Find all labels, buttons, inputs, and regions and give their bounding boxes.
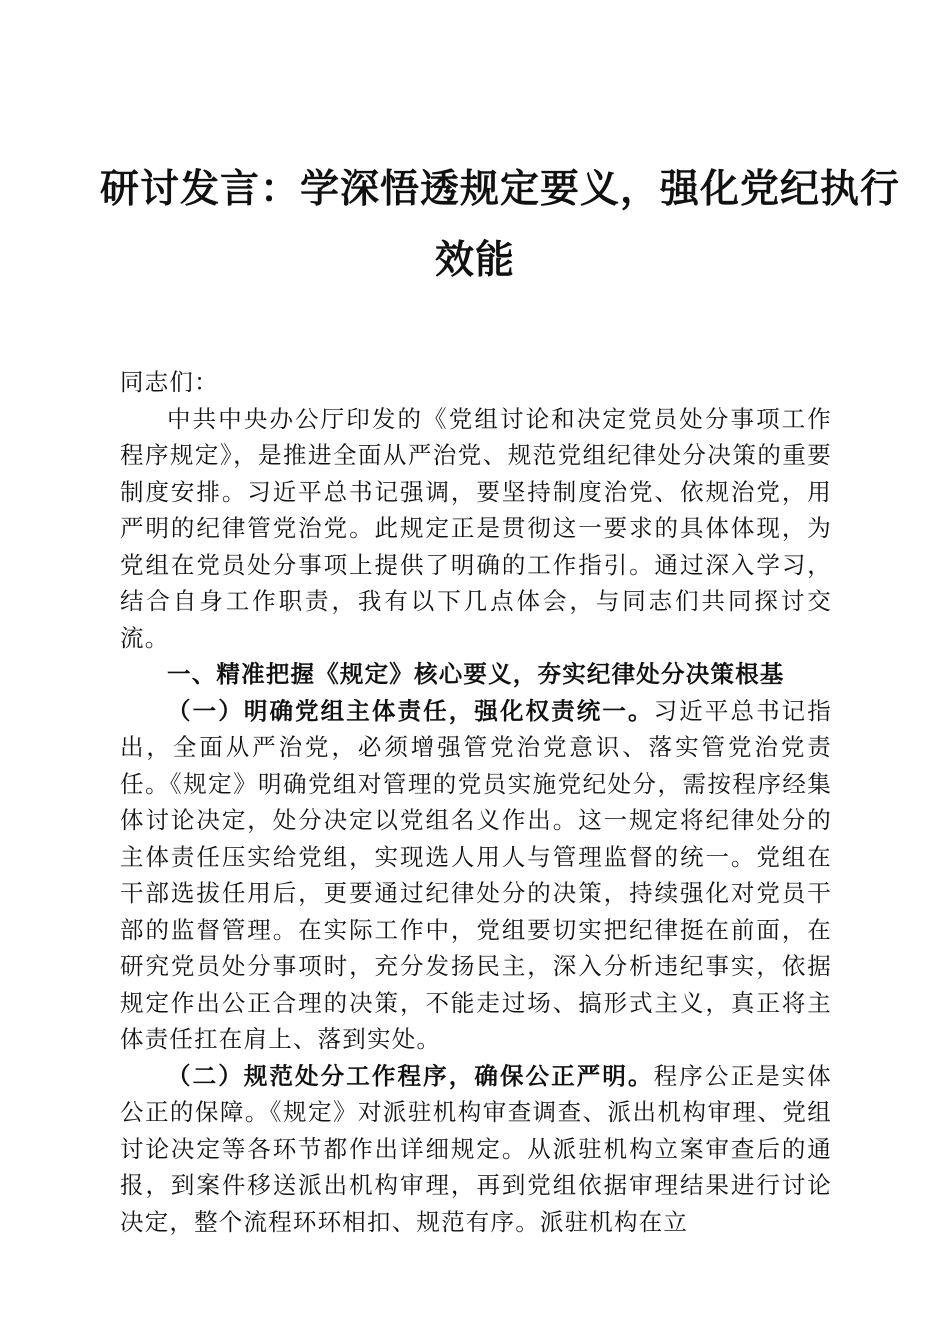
subsection-1-text: 习近平总书记指出，全面从严治党，必须增强管党治党意识、落实管党治党责任。《规定》明确党组对管理的党员实施党纪处分，需按程序经集体讨论决定，处分决定以党组名义作出。这一规定将纪律处分的主体责任压实给党组，实现选人用人与管理监督的统一。党组在干部选拔任用后，更要通过纪律处分的决策，持续强化对党员干部的监督管理。在实际工作中，党组要切实把纪律挺在前面，在研究党员处分事项时，充分发扬民主，深入分析违纪事实，依据规定作出公正合理的决策，不能走过场、搞形式主义，真正将主体责任扛在肩上、落到实处。 [120,696,832,1053]
salutation: 同志们： [120,368,219,396]
intro-paragraph: 中共中央办公厅印发的《党组讨论和决定党员处分事项工作程序规定》，是推进全面从严治党、规范党组纪律处分决策的重要制度安排。习近平总书记强调，要坚持制度治党、依规治党，用严明的纪律管党治党。此规定正是贯彻这一要求的具体体现，为党组在党员处分事项上提供了明确的工作指引。通过深入学习，结合自身工作职责，我有以下几点体会，与同志们共同探讨交流。 [120,404,832,652]
document-title-line-1: 研讨发言：学深悟透规定要义，强化党纪执行 [100,167,901,212]
subsection-2-lead: （二）规范处分工作程序，确保公正严明。 [167,1061,654,1090]
subsection-1-paragraph [120,693,832,1058]
subsection-1-lead: （一）明确党组主体责任，强化权责统一。 [167,696,654,725]
section-1-heading: 一、精准把握《规定》核心要义，夯实纪律处分决策根基 [167,660,785,688]
document-body [120,364,832,1240]
document-title-line-2: 效能 [434,238,515,283]
subsection-2-text: 程序公正是实体公正的保障。《规定》对派驻机构审查调查、派出机构审理、党组讨论决定等各环节都作出详细规定。从派驻机构立案审查后的通报，到案件移送派出机构审理，再到党组依据审理结果进行讨论决定，整个流程环环相扣、规范有序。派驻机构在立 [120,1061,832,1236]
subsection-2-paragraph [120,1058,832,1241]
